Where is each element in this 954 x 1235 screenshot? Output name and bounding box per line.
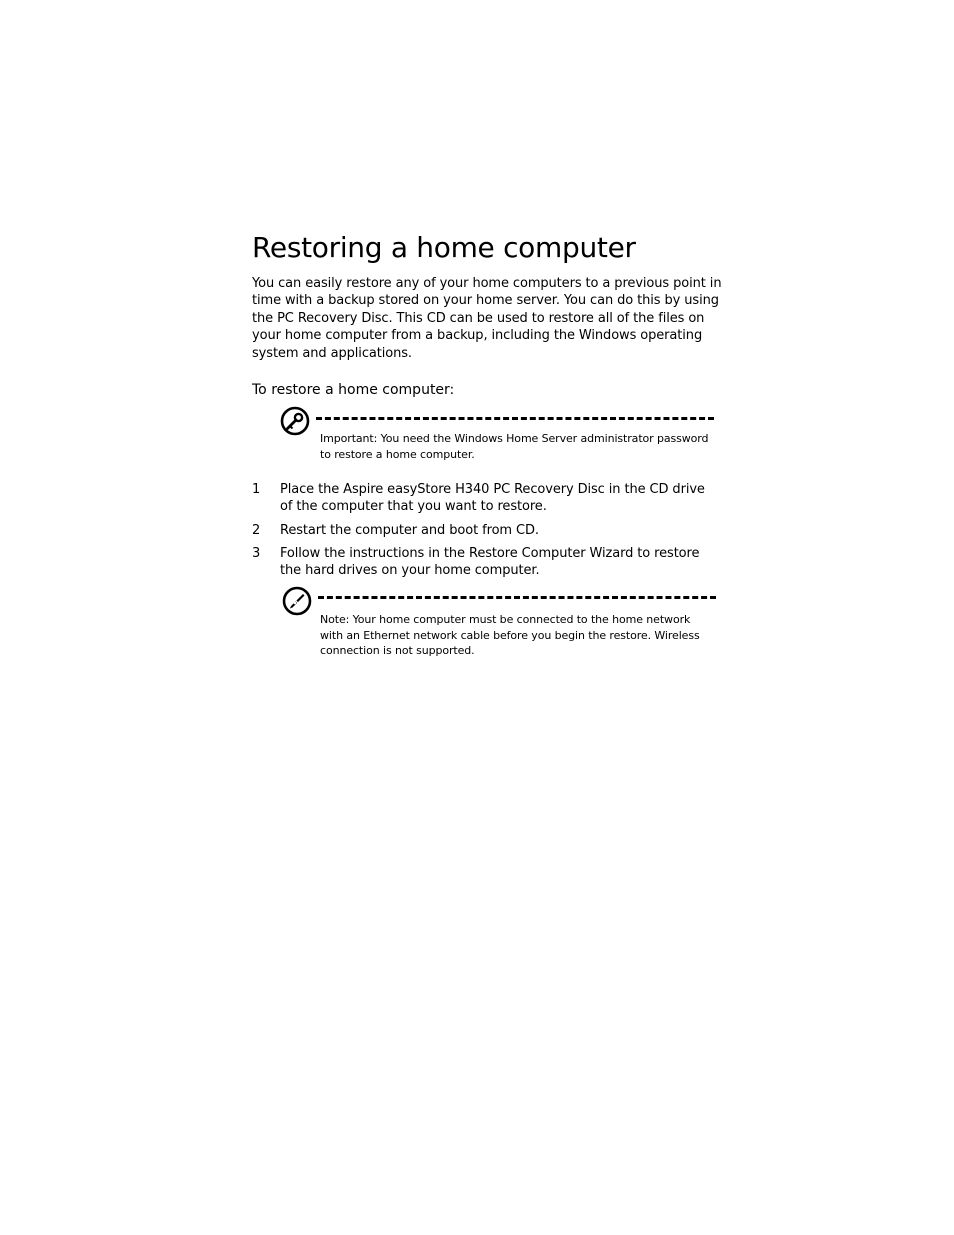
intro-paragraph: You can easily restore any of your home computers to a previous point in time with a backup stored on your home server. You can do this by using the PC Recovery Disc. This CD can be used to restore all of the files on your home computer from a backup, including the Windows operating system and applications. (252, 276, 722, 361)
step-text: Place the Aspire easyStore H340 PC Recovery Disc in the CD drive of the computer that you want to restore. (280, 482, 705, 515)
step-item (252, 545, 732, 580)
note-callout-text (320, 612, 715, 659)
note-label: Note: (320, 613, 350, 626)
step-item (252, 481, 732, 516)
step-text: Restart the computer and boot from CD. (280, 523, 539, 538)
step-number: 1 (252, 482, 261, 497)
key-icon (280, 406, 308, 434)
page-title: Restoring a home computer (252, 231, 636, 264)
note-divider (318, 596, 716, 599)
pen-icon (282, 586, 310, 614)
important-body: You need the Windows Home Server administrator password to restore a home computer. (320, 432, 709, 461)
step-number: 2 (252, 523, 261, 538)
procedure-heading: To restore a home computer: (252, 382, 455, 398)
important-divider (316, 417, 714, 420)
important-label: Important: (320, 432, 378, 445)
note-body: Your home computer must be connected to the home network with an Ethernet network cable before you begin the restore. Wireless connection is not supported. (320, 613, 700, 658)
step-item (252, 522, 732, 539)
step-text: Follow the instructions in the Restore Computer Wizard to restore the hard drives on your home computer. (280, 546, 700, 579)
step-number: 3 (252, 546, 261, 561)
important-callout-text (320, 431, 715, 462)
